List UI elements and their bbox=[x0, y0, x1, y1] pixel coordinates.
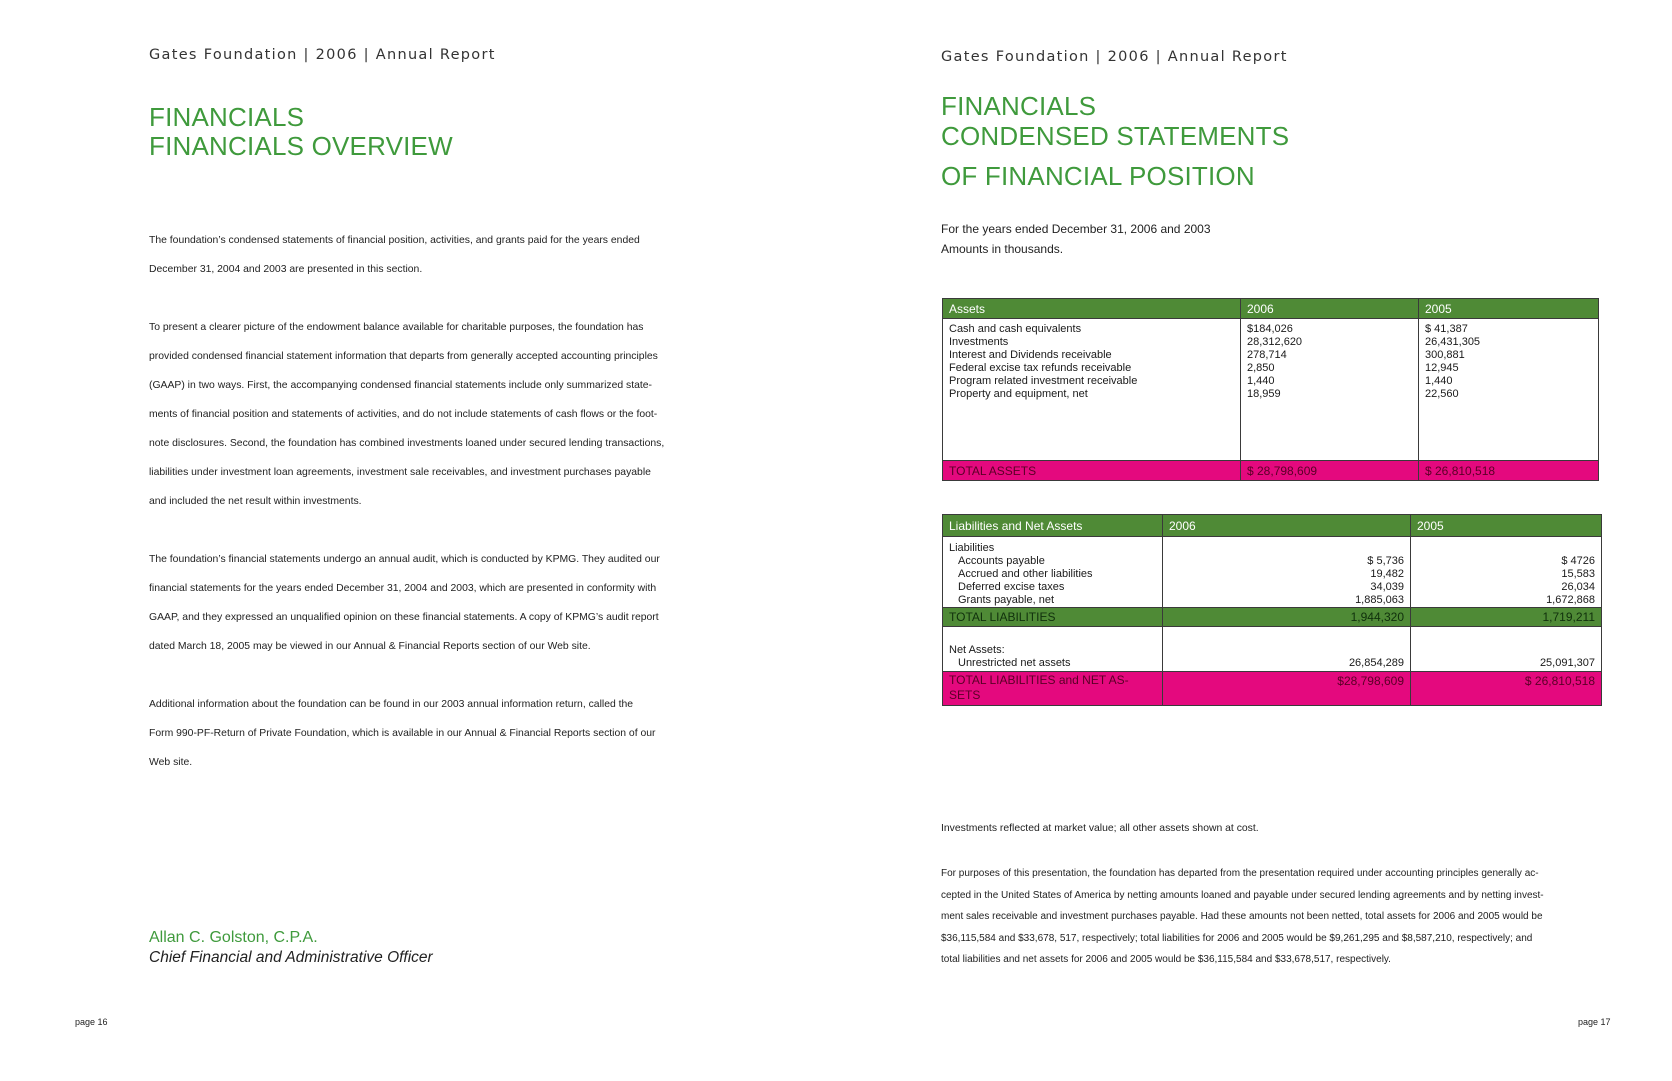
net-assets-label: Unrestricted net assets bbox=[958, 657, 1071, 669]
body-line: The foundation’s condensed statements of financial position, activities, and grants paid for the years ended bbox=[149, 235, 640, 246]
footnote-line: cepted in the United States of America by netting amounts loaned and payable under secured lending agreements and by netting invest- bbox=[941, 889, 1544, 901]
asset-value-2006: 278,714 bbox=[1247, 349, 1287, 361]
body-line: Additional information about the foundation can be found in our 2003 annual information return, called the bbox=[149, 699, 634, 710]
liab-value-2005: 15,583 bbox=[1561, 568, 1595, 580]
asset-2006-cell bbox=[1241, 319, 1419, 461]
total-liabilities-label: TOTAL LIABILITIES bbox=[943, 608, 1163, 627]
page-number-left: page 16 bbox=[75, 1017, 108, 1027]
body-line bbox=[149, 661, 709, 690]
liabilities-table bbox=[942, 514, 1602, 706]
liab-value-2005: 26,034 bbox=[1561, 581, 1595, 593]
asset-value-2005: 26,431,305 bbox=[1425, 336, 1481, 348]
net-assets-2006: 26,854,289 bbox=[1348, 657, 1404, 669]
asset-value-2006: $184,026 bbox=[1247, 323, 1293, 335]
footnote-line: ment sales receivable and investment purchases payable. Had these amounts not been netted, total assets for 2006 and 2005 would be bbox=[941, 911, 1543, 922]
net-assets-labels-cell bbox=[943, 627, 1163, 672]
body-line: GAAP, and they expressed an unqualified opinion on these financial statements. A copy of KPMG’s audit report bbox=[149, 612, 659, 623]
liab-value-2006: 1,885,063 bbox=[1355, 594, 1404, 606]
body-line: note disclosures. Second, the foundation has combined investments loaned under secured lending transactions, bbox=[149, 438, 665, 449]
body-line: Form 990-PF-Return of Private Foundation, which is available in our Annual & Financial Reports section of our bbox=[149, 728, 656, 739]
body-line: To present a clearer picture of the endowment balance available for charitable purposes, the foundation has bbox=[149, 322, 644, 333]
net-assets-heading: Net Assets: bbox=[949, 644, 1005, 656]
body-line: financial statements for the years ended December 31, 2004 and 2003, which are presented in conformity with bbox=[149, 583, 657, 594]
liab-label: Deferred excise taxes bbox=[958, 581, 1065, 593]
net-assets-2005: 25,091,307 bbox=[1539, 657, 1595, 669]
liab-value-2006: 34,039 bbox=[1370, 581, 1404, 593]
right-title bbox=[941, 91, 1289, 191]
body-line: dated March 18, 2005 may be viewed in our Annual & Financial Reports section of our Web site. bbox=[149, 641, 591, 652]
asset-value-2006: 28,312,620 bbox=[1247, 336, 1303, 348]
total-liabilities-2005: 1,719,211 bbox=[1411, 608, 1602, 627]
asset-label: Property and equipment, net bbox=[949, 388, 1088, 400]
right-title-line-1: FINANCIALS bbox=[941, 91, 1097, 121]
presentation-footnote bbox=[941, 863, 1631, 971]
asset-value-2006: 2,850 bbox=[1247, 362, 1275, 374]
statement-period bbox=[941, 219, 1211, 259]
liab-label: Grants payable, net bbox=[958, 594, 1055, 606]
asset-2005-cell bbox=[1419, 319, 1599, 461]
body-line: liabilities under investment loan agreements, investment sale receivables, and investment purchases payable bbox=[149, 467, 651, 478]
net-assets-2006-cell bbox=[1163, 627, 1411, 672]
body-line bbox=[149, 284, 709, 313]
signature-name: Allan C. Golston, C.P.A. bbox=[149, 929, 318, 946]
liab-value-2006: $ 5,736 bbox=[1367, 555, 1404, 567]
left-title-line-1: FINANCIALS bbox=[149, 102, 305, 132]
footnote-line: total liabilities and net assets for 2006 and 2005 would be $36,115,584 and $33,678,517, respectively. bbox=[941, 954, 1391, 965]
assets-table bbox=[942, 298, 1599, 481]
body-line: (GAAP) in two ways. First, the accompanying condensed financial statements include only summarized state- bbox=[149, 380, 653, 391]
statement-units-line: Amounts in thousands. bbox=[941, 242, 1064, 256]
col-header-assets: Assets bbox=[943, 299, 1241, 319]
table-row bbox=[943, 537, 1602, 608]
asset-value-2005: 12,945 bbox=[1425, 362, 1459, 374]
asset-label: Program related investment receivable bbox=[949, 375, 1138, 387]
table-row bbox=[943, 627, 1602, 672]
page-number-right: page 17 bbox=[1578, 1017, 1611, 1027]
asset-label: Cash and cash equivalents bbox=[949, 323, 1082, 335]
total-assets-2005: $ 26,810,518 bbox=[1419, 461, 1599, 481]
liab-value-2006: 19,482 bbox=[1370, 568, 1404, 580]
col-header-liabilities: Liabilities and Net Assets bbox=[943, 515, 1163, 537]
body-line: December 31, 2004 and 2003 are presented in this section. bbox=[149, 264, 423, 275]
total-assets-label: TOTAL ASSETS bbox=[943, 461, 1241, 481]
net-assets-2005-cell bbox=[1411, 627, 1602, 672]
liab-2006-cell bbox=[1163, 537, 1411, 608]
col-header-2005: 2005 bbox=[1411, 515, 1602, 537]
asset-value-2006: 1,440 bbox=[1247, 375, 1275, 387]
total-liabilities-row bbox=[943, 608, 1602, 627]
col-header-2006: 2006 bbox=[1241, 299, 1419, 319]
asset-value-2005: 300,881 bbox=[1425, 349, 1465, 361]
footnote-line: $36,115,584 and $33,678, 517, respectively; total liabilities for 2006 and 2005 would be $9,261,295 and $8,587,210, respectively; and bbox=[941, 932, 1533, 944]
grand-total-row bbox=[943, 672, 1602, 706]
col-header-2005: 2005 bbox=[1419, 299, 1599, 319]
right-title-line-3: OF FINANCIAL POSITION bbox=[941, 161, 1255, 191]
asset-label: Investments bbox=[949, 336, 1009, 348]
asset-value-2005: $ 41,387 bbox=[1425, 323, 1468, 335]
liab-value-2005: 1,672,868 bbox=[1546, 594, 1595, 606]
col-header-2006: 2006 bbox=[1163, 515, 1411, 537]
footnote-line: For purposes of this presentation, the foundation has departed from the presentation required under accounting principles generally ac- bbox=[941, 868, 1539, 879]
liab-2005-cell bbox=[1411, 537, 1602, 608]
grand-total-2005: $ 26,810,518 bbox=[1411, 672, 1602, 706]
body-line: and included the net result within investments. bbox=[149, 496, 362, 507]
right-title-line-2: CONDENSED STATEMENTS bbox=[941, 121, 1290, 151]
liab-value-2005: $ 4726 bbox=[1561, 555, 1595, 567]
grand-total-label: TOTAL LIABILITIES and NET AS-SETS bbox=[943, 672, 1163, 706]
body-line bbox=[149, 516, 709, 545]
body-line: ments of financial position and statements of activities, and do not include statements of cash flows or the foot- bbox=[149, 409, 658, 420]
asset-labels-cell bbox=[943, 319, 1241, 461]
liab-label: Accounts payable bbox=[958, 555, 1045, 567]
overview-body bbox=[149, 226, 709, 777]
asset-value-2005: 22,560 bbox=[1425, 388, 1459, 400]
body-line: Web site. bbox=[149, 757, 193, 768]
signature-title: Chief Financial and Administrative Officer bbox=[149, 949, 433, 966]
grand-total-2006: $28,798,609 bbox=[1163, 672, 1411, 706]
table-header-row bbox=[943, 299, 1599, 319]
asset-label: Interest and Dividends receivable bbox=[949, 349, 1112, 361]
total-liabilities-2006: 1,944,320 bbox=[1163, 608, 1411, 627]
asset-value-2006: 18,959 bbox=[1247, 388, 1281, 400]
right-running-header: Gates Foundation | 2006 | Annual Report bbox=[941, 49, 1288, 65]
liab-label: Accrued and other liabilities bbox=[958, 568, 1093, 580]
liab-heading: Liabilities bbox=[949, 542, 995, 554]
statement-period-line: For the years ended December 31, 2006 and 2003 bbox=[941, 222, 1211, 236]
left-title bbox=[149, 103, 453, 161]
body-line: provided condensed financial statement information that departs from generally accepted accounting principles bbox=[149, 351, 658, 362]
left-title-line-2: FINANCIALS OVERVIEW bbox=[149, 131, 453, 161]
body-line: The foundation’s financial statements undergo an annual audit, which is conducted by KPMG. They audited our bbox=[149, 554, 660, 565]
valuation-note: Investments reflected at market value; all other assets shown at cost. bbox=[941, 823, 1259, 834]
table-row bbox=[943, 319, 1599, 461]
total-assets-row bbox=[943, 461, 1599, 481]
left-running-header: Gates Foundation | 2006 | Annual Report bbox=[149, 47, 496, 63]
asset-value-2005: 1,440 bbox=[1425, 375, 1453, 387]
liab-labels-cell bbox=[943, 537, 1163, 608]
asset-label: Federal excise tax refunds receivable bbox=[949, 362, 1132, 374]
total-assets-2006: $ 28,798,609 bbox=[1241, 461, 1419, 481]
table-header-row bbox=[943, 515, 1602, 537]
